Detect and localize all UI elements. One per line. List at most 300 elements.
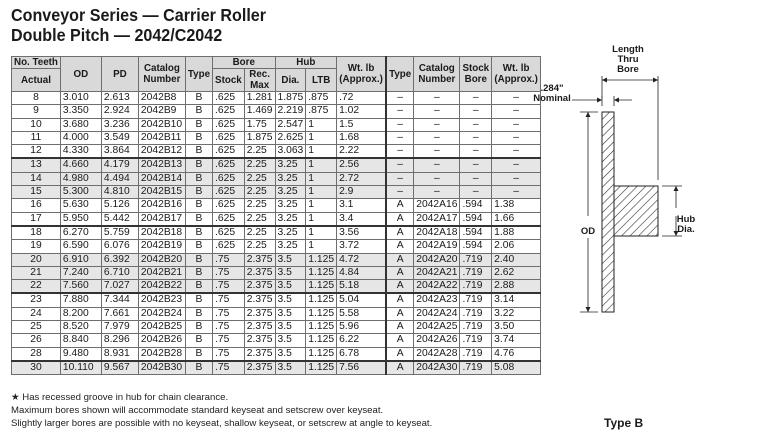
cell-wt-lb: 7.56 <box>337 361 387 375</box>
cell-hub-dia: 3.25 <box>275 158 306 172</box>
cell-stock-bore-2: .719 <box>460 334 492 347</box>
header-type-2: Type <box>386 57 414 92</box>
cell-ltb: 1.125 <box>306 361 337 375</box>
cell-wt-lb: 6.78 <box>337 347 387 361</box>
cell-hub-dia: 2.625 <box>275 131 306 144</box>
cell-catalog-number-2: 2042A17 <box>414 212 460 226</box>
cell-ltb: 1.125 <box>306 253 337 266</box>
cell-type: B <box>185 334 212 347</box>
header-dia: Dia. <box>275 69 306 92</box>
cell-type: B <box>185 321 212 334</box>
cell-teeth: 9 <box>12 105 61 118</box>
header-rec-max: Rec. Max <box>244 69 275 92</box>
cell-pd: 3.549 <box>101 131 138 144</box>
cell-catalog-number: 2042B20 <box>138 253 185 266</box>
cell-wt-lb: 2.56 <box>337 158 387 172</box>
cell-teeth: 26 <box>12 334 61 347</box>
cell-catalog-number: 2042B17 <box>138 212 185 226</box>
header-no-teeth: No. Teeth <box>12 57 61 69</box>
cell-type: B <box>185 253 212 266</box>
cell-rec-max: 2.375 <box>244 347 275 361</box>
cell-wt-lb-2: 3.74 <box>492 334 541 347</box>
cell-od: 6.590 <box>60 240 101 253</box>
cell-ltb: 1.125 <box>306 334 337 347</box>
cell-stock-bore: .625 <box>213 145 245 159</box>
cell-stock-bore-2: – <box>460 186 492 199</box>
cell-teeth: 20 <box>12 253 61 266</box>
cell-catalog-number: 2042B9 <box>138 105 185 118</box>
cell-pd: 5.442 <box>101 212 138 226</box>
table-row <box>12 226 541 240</box>
cell-wt-lb-2: – <box>492 105 541 118</box>
cell-teeth: 23 <box>12 293 61 307</box>
cell-ltb: 1 <box>306 226 337 240</box>
cell-ltb: 1 <box>306 240 337 253</box>
cell-wt-lb-2: 3.14 <box>492 293 541 307</box>
cell-type-2: A <box>386 280 414 294</box>
cell-teeth: 12 <box>12 145 61 159</box>
cell-stock-bore-2: .719 <box>460 347 492 361</box>
cell-stock-bore: .625 <box>213 172 245 185</box>
page-title <box>11 5 266 45</box>
cell-hub-dia: 1.875 <box>275 92 306 105</box>
cell-hub-dia: 3.5 <box>275 253 306 266</box>
cell-catalog-number: 2042B12 <box>138 145 185 159</box>
cell-catalog-number-2: – <box>414 105 460 118</box>
cell-catalog-number: 2042B11 <box>138 131 185 144</box>
cell-wt-lb: 3.72 <box>337 240 387 253</box>
cell-teeth: 22 <box>12 280 61 294</box>
cell-type: B <box>185 105 212 118</box>
cell-type: B <box>185 293 212 307</box>
cell-type-2: A <box>386 321 414 334</box>
cell-catalog-number: 2042B25 <box>138 321 185 334</box>
cell-type: B <box>185 172 212 185</box>
cell-teeth: 8 <box>12 92 61 105</box>
table-row <box>12 293 541 307</box>
cell-catalog-number: 2042B23 <box>138 293 185 307</box>
cell-wt-lb-2: – <box>492 145 541 159</box>
cell-ltb: 1.125 <box>306 321 337 334</box>
cell-stock-bore: .625 <box>213 186 245 199</box>
cell-type-2: – <box>386 131 414 144</box>
cell-stock-bore-2: .594 <box>460 240 492 253</box>
cell-stock-bore-2: – <box>460 158 492 172</box>
cell-stock-bore: .75 <box>213 307 245 320</box>
cell-ltb: 1.125 <box>306 280 337 294</box>
cell-stock-bore-2: .719 <box>460 361 492 375</box>
cell-stock-bore: .625 <box>213 131 245 144</box>
cell-rec-max: 2.25 <box>244 158 275 172</box>
cell-hub-dia: 3.25 <box>275 226 306 240</box>
cell-hub-dia: 3.25 <box>275 186 306 199</box>
cell-hub-dia: 2.547 <box>275 118 306 131</box>
cell-hub-dia: 3.25 <box>275 240 306 253</box>
cell-ltb: 1.125 <box>306 307 337 320</box>
cell-ltb: 1 <box>306 199 337 212</box>
cell-stock-bore: .625 <box>213 199 245 212</box>
cell-ltb: 1 <box>306 212 337 226</box>
cell-stock-bore-2: – <box>460 145 492 159</box>
cell-rec-max: 2.375 <box>244 334 275 347</box>
cell-stock-bore: .75 <box>213 293 245 307</box>
footnote-groove: ★ Has recessed groove in hub for chain clearance. <box>11 392 229 403</box>
cell-wt-lb: 3.56 <box>337 226 387 240</box>
cell-type: B <box>185 347 212 361</box>
cell-pd: 4.494 <box>101 172 138 185</box>
cell-ltb: 1.125 <box>306 293 337 307</box>
cell-catalog-number: 2042B13 <box>138 158 185 172</box>
cell-stock-bore-2: .719 <box>460 266 492 279</box>
cell-catalog-number: 2042B26 <box>138 334 185 347</box>
cell-wt-lb: 2.22 <box>337 145 387 159</box>
cell-stock-bore-2: – <box>460 118 492 131</box>
cell-wt-lb-2: 4.76 <box>492 347 541 361</box>
cell-rec-max: 2.375 <box>244 307 275 320</box>
cell-rec-max: 2.25 <box>244 186 275 199</box>
cell-catalog-number-2: 2042A18 <box>414 226 460 240</box>
cell-teeth: 10 <box>12 118 61 131</box>
cell-stock-bore-2: – <box>460 131 492 144</box>
cell-od: 5.300 <box>60 186 101 199</box>
cell-pd: 2.613 <box>101 92 138 105</box>
cell-rec-max: 1.75 <box>244 118 275 131</box>
cell-wt-lb-2: – <box>492 92 541 105</box>
cell-type-2: – <box>386 158 414 172</box>
table-row <box>12 361 541 375</box>
cell-pd: 6.076 <box>101 240 138 253</box>
cell-catalog-number-2: 2042A24 <box>414 307 460 320</box>
cell-wt-lb: 2.9 <box>337 186 387 199</box>
cell-catalog-number-2: 2042A30 <box>414 361 460 375</box>
cell-type-2: A <box>386 266 414 279</box>
cell-pd: 9.567 <box>101 361 138 375</box>
cell-ltb: .875 <box>306 92 337 105</box>
cell-type: B <box>185 280 212 294</box>
cell-od: 8.520 <box>60 321 101 334</box>
cell-type: B <box>185 131 212 144</box>
cell-rec-max: 2.375 <box>244 280 275 294</box>
cell-wt-lb: 4.72 <box>337 253 387 266</box>
cell-pd: 7.661 <box>101 307 138 320</box>
cell-teeth: 21 <box>12 266 61 279</box>
cell-stock-bore: .625 <box>213 240 245 253</box>
cell-ltb: 1 <box>306 172 337 185</box>
cell-pd: 5.126 <box>101 199 138 212</box>
cell-stock-bore-2: – <box>460 92 492 105</box>
header-type: Type <box>185 57 212 92</box>
cell-teeth: 11 <box>12 131 61 144</box>
footnotes <box>11 391 432 430</box>
header-stock: Stock <box>213 69 245 92</box>
cell-hub-dia: 3.5 <box>275 334 306 347</box>
header-od: OD <box>60 57 101 92</box>
cell-wt-lb-2: – <box>492 186 541 199</box>
cell-stock-bore: .75 <box>213 253 245 266</box>
cell-type: B <box>185 240 212 253</box>
cell-catalog-number: 2042B10 <box>138 118 185 131</box>
cell-ltb: .875 <box>306 105 337 118</box>
cell-catalog-number-2: 2042A16 <box>414 199 460 212</box>
cell-od: 3.350 <box>60 105 101 118</box>
cell-teeth: 17 <box>12 212 61 226</box>
cell-stock-bore: .75 <box>213 280 245 294</box>
cell-teeth: 14 <box>12 172 61 185</box>
cell-rec-max: 1.281 <box>244 92 275 105</box>
cell-rec-max: 2.375 <box>244 293 275 307</box>
cell-hub-dia: 2.219 <box>275 105 306 118</box>
title-line-1: Conveyor Series — Carrier Roller <box>11 5 267 25</box>
header-hub: Hub <box>275 57 337 69</box>
cell-type-2: – <box>386 145 414 159</box>
cell-pd: 7.979 <box>101 321 138 334</box>
cell-type: B <box>185 361 212 375</box>
cell-stock-bore: .75 <box>213 266 245 279</box>
cell-type: B <box>185 266 212 279</box>
cell-wt-lb: 5.18 <box>337 280 387 294</box>
cell-od: 6.270 <box>60 226 101 240</box>
cell-rec-max: 2.25 <box>244 240 275 253</box>
cell-wt-lb-2: 3.22 <box>492 307 541 320</box>
cell-teeth: 24 <box>12 307 61 320</box>
cell-wt-lb-2: 2.40 <box>492 253 541 266</box>
cell-od: 7.240 <box>60 266 101 279</box>
cell-stock-bore-2: .719 <box>460 307 492 320</box>
cell-wt-lb-2: – <box>492 131 541 144</box>
cell-wt-lb: 4.84 <box>337 266 387 279</box>
cell-catalog-number-2: 2042A19 <box>414 240 460 253</box>
cell-od: 8.840 <box>60 334 101 347</box>
cell-type-2: A <box>386 253 414 266</box>
cell-od: 6.910 <box>60 253 101 266</box>
cell-ltb: 1 <box>306 158 337 172</box>
cell-hub-dia: 3.5 <box>275 293 306 307</box>
cell-catalog-number: 2042B22 <box>138 280 185 294</box>
cell-catalog-number-2: 2042A28 <box>414 347 460 361</box>
table-row <box>12 131 541 144</box>
cell-type-2: – <box>386 105 414 118</box>
cell-catalog-number: 2042B14 <box>138 172 185 185</box>
cell-catalog-number-2: – <box>414 172 460 185</box>
cell-catalog-number: 2042B28 <box>138 347 185 361</box>
cell-catalog-number-2: 2042A20 <box>414 253 460 266</box>
cell-pd: 5.759 <box>101 226 138 240</box>
cell-wt-lb-2: 2.88 <box>492 280 541 294</box>
cell-pd: 7.344 <box>101 293 138 307</box>
cell-od: 4.980 <box>60 172 101 185</box>
cell-pd: 6.710 <box>101 266 138 279</box>
cell-teeth: 30 <box>12 361 61 375</box>
cell-od: 5.950 <box>60 212 101 226</box>
cell-teeth: 28 <box>12 347 61 361</box>
cell-wt-lb-2: 2.06 <box>492 240 541 253</box>
header-actual: Actual <box>12 69 61 92</box>
footnote-max-bores: Maximum bores shown will accommodate standard keyseat and setscrew over keyseat. <box>11 405 384 416</box>
cell-wt-lb: 6.22 <box>337 334 387 347</box>
cell-teeth: 16 <box>12 199 61 212</box>
cell-pd: 8.296 <box>101 334 138 347</box>
cell-catalog-number-2: 2042A26 <box>414 334 460 347</box>
cell-ltb: 1.125 <box>306 266 337 279</box>
cell-type-2: A <box>386 361 414 375</box>
cell-type-2: – <box>386 172 414 185</box>
cell-type-2: A <box>386 307 414 320</box>
cell-catalog-number: 2042B21 <box>138 266 185 279</box>
cell-catalog-number: 2042B24 <box>138 307 185 320</box>
cell-type-2: A <box>386 293 414 307</box>
cell-rec-max: 2.25 <box>244 199 275 212</box>
cell-stock-bore-2: .594 <box>460 226 492 240</box>
table-row <box>12 92 541 105</box>
header-stock-bore: Stock Bore <box>460 57 492 92</box>
table-row <box>12 321 541 334</box>
cell-wt-lb-2: – <box>492 158 541 172</box>
cell-type-2: – <box>386 92 414 105</box>
cell-wt-lb-2: 3.50 <box>492 321 541 334</box>
table-row <box>12 240 541 253</box>
cell-od: 10.110 <box>60 361 101 375</box>
cell-catalog-number-2: – <box>414 92 460 105</box>
cell-type: B <box>185 212 212 226</box>
cell-catalog-number-2: – <box>414 145 460 159</box>
cell-hub-dia: 3.5 <box>275 280 306 294</box>
cell-stock-bore: .625 <box>213 118 245 131</box>
cell-pd: 7.027 <box>101 280 138 294</box>
cell-type: B <box>185 118 212 131</box>
cell-stock-bore: .625 <box>213 158 245 172</box>
cell-catalog-number-2: – <box>414 131 460 144</box>
cell-stock-bore: .75 <box>213 347 245 361</box>
header-catalog-number-2: Catalog Number <box>414 57 460 92</box>
cell-od: 7.560 <box>60 280 101 294</box>
spec-table-body <box>12 92 541 375</box>
cell-type-2: A <box>386 347 414 361</box>
cell-rec-max: 2.25 <box>244 212 275 226</box>
cell-stock-bore-2: – <box>460 172 492 185</box>
cell-teeth: 19 <box>12 240 61 253</box>
hub-dia-label: Hub Dia. <box>676 214 696 235</box>
cell-pd: 6.392 <box>101 253 138 266</box>
cell-pd: 4.810 <box>101 186 138 199</box>
cell-wt-lb-2: – <box>492 118 541 131</box>
cell-hub-dia: 3.25 <box>275 172 306 185</box>
table-row <box>12 253 541 266</box>
cell-wt-lb: 2.72 <box>337 172 387 185</box>
type-b-diagram <box>520 40 760 440</box>
cell-stock-bore: .625 <box>213 92 245 105</box>
cell-wt-lb-2: 1.88 <box>492 226 541 240</box>
nominal-dimension-label: .284" Nominal <box>533 83 571 104</box>
cell-teeth: 25 <box>12 321 61 334</box>
cell-wt-lb: 5.04 <box>337 293 387 307</box>
cell-od: 4.000 <box>60 131 101 144</box>
cell-type-2: – <box>386 118 414 131</box>
cell-od: 9.480 <box>60 347 101 361</box>
cell-wt-lb: 1.5 <box>337 118 387 131</box>
spec-table <box>11 56 541 375</box>
cell-type: B <box>185 92 212 105</box>
cell-ltb: 1 <box>306 186 337 199</box>
cell-wt-lb-2: – <box>492 172 541 185</box>
cell-wt-lb: 1.02 <box>337 105 387 118</box>
cell-type: B <box>185 145 212 159</box>
table-row <box>12 199 541 212</box>
cell-type: B <box>185 186 212 199</box>
cell-stock-bore: .75 <box>213 334 245 347</box>
cell-hub-dia: 3.5 <box>275 361 306 375</box>
cell-rec-max: 1.469 <box>244 105 275 118</box>
cell-catalog-number-2: – <box>414 118 460 131</box>
cell-stock-bore-2: – <box>460 105 492 118</box>
cell-stock-bore: .625 <box>213 212 245 226</box>
cell-catalog-number: 2042B16 <box>138 199 185 212</box>
cell-catalog-number-2: 2042A25 <box>414 321 460 334</box>
header-catalog-number: Catalog Number <box>138 57 185 92</box>
cell-type-2: A <box>386 334 414 347</box>
cell-wt-lb: .72 <box>337 92 387 105</box>
cell-teeth: 15 <box>12 186 61 199</box>
cell-teeth: 13 <box>12 158 61 172</box>
cell-rec-max: 2.25 <box>244 145 275 159</box>
cell-wt-lb: 5.58 <box>337 307 387 320</box>
header-pd: PD <box>101 57 138 92</box>
cell-wt-lb-2: 5.08 <box>492 361 541 375</box>
table-row <box>12 145 541 159</box>
cell-catalog-number-2: – <box>414 158 460 172</box>
table-row <box>12 347 541 361</box>
cell-od: 3.680 <box>60 118 101 131</box>
table-row <box>12 212 541 226</box>
cell-hub-dia: 3.25 <box>275 212 306 226</box>
table-row <box>12 307 541 320</box>
cell-ltb: 1 <box>306 145 337 159</box>
table-row <box>12 266 541 279</box>
cell-catalog-number-2: 2042A21 <box>414 266 460 279</box>
cell-stock-bore-2: .719 <box>460 293 492 307</box>
header-wt-lb-2: Wt. lb (Approx.) <box>492 57 541 92</box>
cell-catalog-number: 2042B19 <box>138 240 185 253</box>
cell-hub-dia: 3.5 <box>275 307 306 320</box>
cell-pd: 3.236 <box>101 118 138 131</box>
cell-stock-bore: .75 <box>213 321 245 334</box>
cell-catalog-number: 2042B8 <box>138 92 185 105</box>
cell-stock-bore-2: .594 <box>460 212 492 226</box>
cell-hub-dia: 3.5 <box>275 266 306 279</box>
cell-type: B <box>185 307 212 320</box>
cell-od: 7.880 <box>60 293 101 307</box>
cell-ltb: 1 <box>306 131 337 144</box>
cell-stock-bore-2: .719 <box>460 253 492 266</box>
header-bore: Bore <box>213 57 275 69</box>
cell-stock-bore-2: .594 <box>460 199 492 212</box>
cell-hub-dia: 3.25 <box>275 199 306 212</box>
footnote-larger-bores: Slightly larger bores are possible with no keyseat, shallow keyseat, or setscrew at angle to keyseat. <box>11 418 433 429</box>
cell-type-2: A <box>386 226 414 240</box>
cell-stock-bore-2: .719 <box>460 321 492 334</box>
cell-rec-max: 2.25 <box>244 172 275 185</box>
title-line-2: Double Pitch — 2042/C2042 <box>11 25 223 45</box>
table-row <box>12 172 541 185</box>
cell-type-2: A <box>386 240 414 253</box>
cell-hub-dia: 3.5 <box>275 321 306 334</box>
cell-hub-dia: 3.063 <box>275 145 306 159</box>
cell-wt-lb-2: 1.38 <box>492 199 541 212</box>
table-row <box>12 334 541 347</box>
table-row <box>12 158 541 172</box>
cell-rec-max: 1.875 <box>244 131 275 144</box>
cell-rec-max: 2.375 <box>244 321 275 334</box>
cell-rec-max: 2.375 <box>244 266 275 279</box>
